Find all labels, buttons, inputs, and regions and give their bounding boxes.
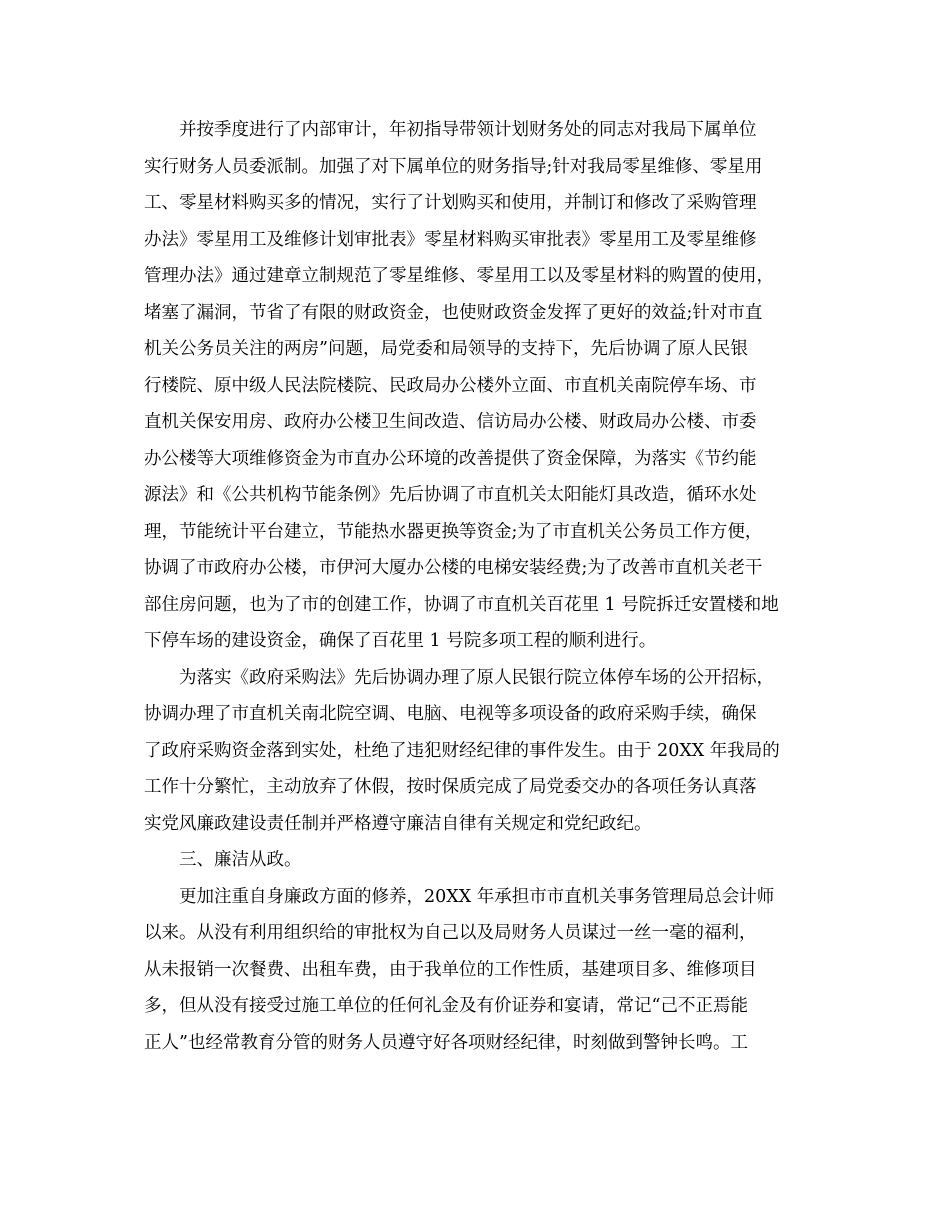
text-line: 三、廉洁从政。 [179, 850, 302, 870]
text-line: 源法》和《公共机构节能条例》先后协调了市直机关太阳能灯具改造，循环水处 [144, 485, 757, 505]
text-line: 堵塞了漏洞，节省了有限的财政资金，也使财政资金发挥了更好的效益;针对市直 [144, 302, 763, 323]
text-line: 机关公务员关注的两房”问题，局党委和局领导的支持下，先后协调了原人民银 [144, 339, 748, 359]
text-line: 办法》零星用工及维修计划审批表》零星材料购买审批表》零星用工及零星维修 [144, 229, 757, 250]
text-line: 并按季度进行了内部审计，年初指导带领计划财务处的同志对我局下属单位 [179, 120, 757, 140]
text-line: 工、零星材料购买多的情况，实行了计划购买和使用，并制订和修改了采购管理 [144, 193, 757, 213]
text-line: 理，节能统计平台建立，节能热水器更换等资金;为了市直机关公务员工作方便， [144, 521, 763, 542]
text-line: 正人”也经常教育分管的财务人员遵守好各项财经纪律，时刻做到警钟长鸣。工 [144, 1032, 748, 1053]
text-line: 部住房问题，也为了市的创建工作，协调了市直机关百花里 1 号院拆迁安置楼和地 [144, 594, 779, 615]
text-line: 更加注重自身廉政方面的修养，20XX 年承担市市直机关事务管理局总会计师 [179, 886, 775, 907]
text-line: 办公楼等大项维修资金为市直办公环境的改善提供了资金保障，为落实《节约能 [144, 448, 757, 469]
text-line: 从未报销一次餐费、出租车费，由于我单位的工作性质，基建项目多、维修项目 [144, 959, 757, 980]
text-line: 行楼院、原中级人民法院楼院、民政局办公楼外立面、市直机关南院停车场、市 [144, 375, 757, 396]
document-body [144, 112, 804, 1061]
text-line: 下停车场的建设资金，确保了百花里 1 号院多项工程的顺利进行。 [144, 631, 657, 651]
text-line: 以来。从没有利用组织给的审批权为自己以及局财务人员谋过一丝一毫的福利， [144, 923, 757, 943]
text-line: 工作十分繁忙，主动放弃了休假，按时保质完成了局党委交办的各项任务认真落 [144, 777, 757, 797]
text-line: 实党风廉政建设责任制并严格遵守廉洁自律有关规定和党纪政纪。 [144, 813, 652, 834]
text-line: 实行财务人员委派制。加强了对下属单位的财务指导;针对我局零星维修、零星用 [144, 156, 763, 177]
text-line: 多，但从没有接受过施工单位的任何礼金及有价证券和宴请，常记“己不正焉能 [144, 996, 748, 1016]
text-line: 协调了市政府办公楼，市伊河大厦办公楼的电梯安装经费;为了改善市直机关老干 [144, 558, 763, 578]
text-line: 为落实《政府采购法》先后协调办理了原人民银行院立体停车场的公开招标， [179, 667, 774, 688]
text-line: 管理办法》通过建章立制规范了零星维修、零星用工以及零星材料的购置的使用， [144, 266, 774, 286]
text-line: 直机关保安用房、政府办公楼卫生间改造、信访局办公楼、财政局办公楼、市委 [144, 412, 757, 432]
text-line: 了政府采购资金落到实处，杜绝了违犯财经纪律的事件发生。由于 20XX 年我局的 [144, 740, 780, 761]
text-line: 协调办理了市直机关南北院空调、电脑、电视等多项设备的政府采购手续，确保 [144, 704, 757, 724]
